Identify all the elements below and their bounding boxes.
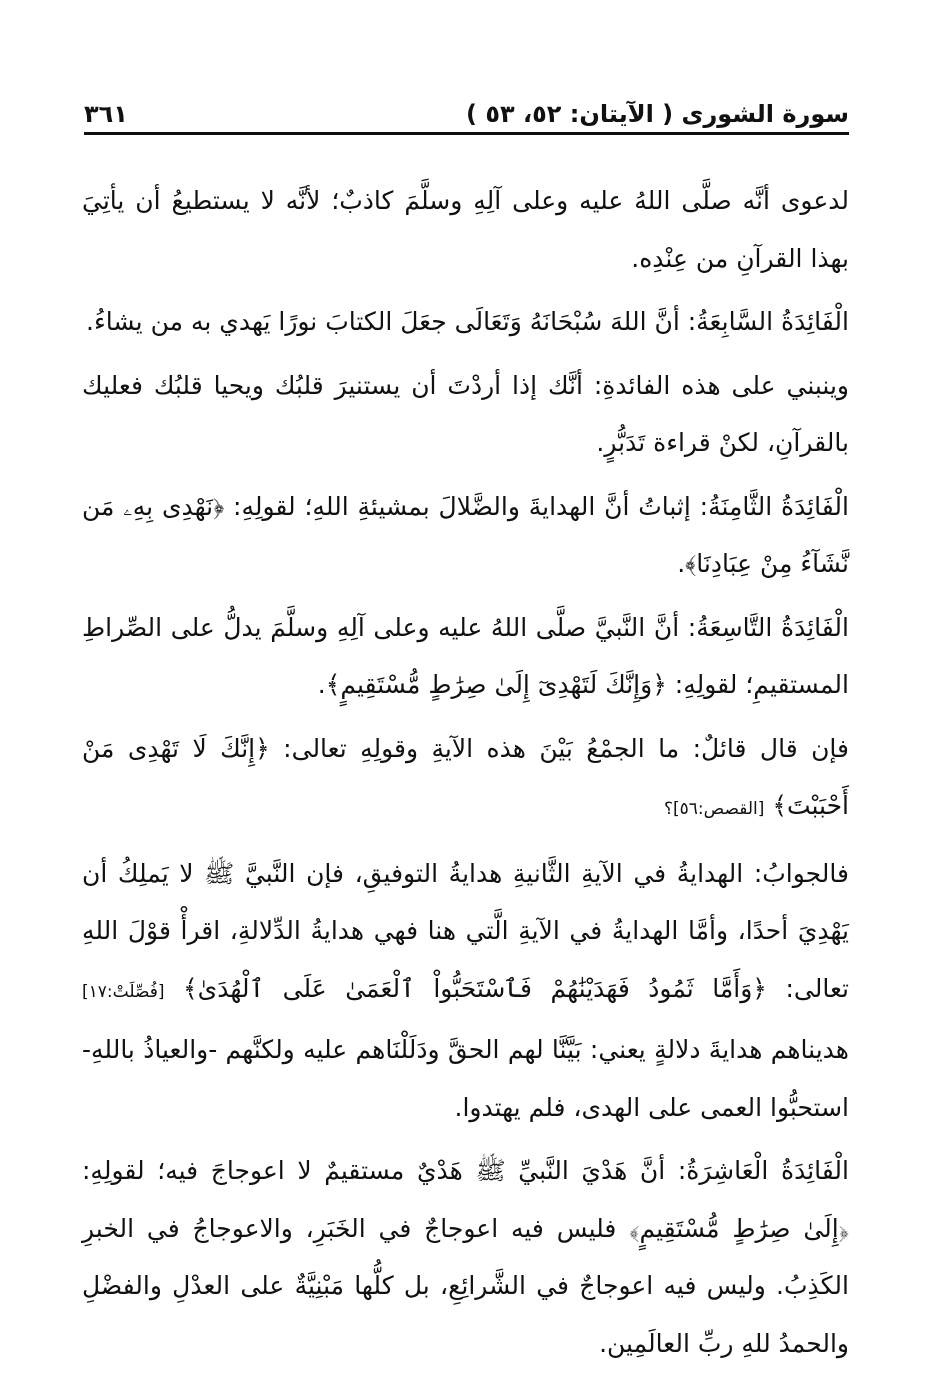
paragraph — [82, 720, 849, 839]
page-number: ٣٦١ — [84, 100, 128, 128]
paragraph — [82, 845, 849, 1137]
paragraph: الْفَائِدَةُ التَّاسِعَةُ: أنَّ النَّبيَّ صلَّى اللهُ عليه وعلى آلِهِ وسلَّمَ يدلُّ على الصِّراطِ المستقيمِ؛ لقولِهِ: ﴿وَإِنَّكَ لَتَهْدِىٓ إِلَىٰ صِرَٰطٍ مُّسْتَقِيمٍ﴾. — [82, 612, 849, 699]
citation-qasas: [القصص:٥٦]؟ — [664, 799, 765, 819]
running-header — [84, 88, 849, 135]
answer-continuation: هديناهم هدايةَ دلالةٍ يعني: بَيَّنَّا لهم الحقَّ ودَلَلْنَاهم عليه ولكنَّهم -والعياذُ باللهِ- استحبُّوا العمى على الهدى، فلم يهتدوا. — [82, 1035, 849, 1122]
paragraph: الْفَائِدَةُ الثَّامِنَةُ: إثباتُ أنَّ الهدايةَ والضَّلالَ بمشيئةِ اللهِ؛ لقولِهِ: ﴿نَهْدِى بِهِۦ مَن نَّشَآءُ مِنْ عِبَادِنَا﴾. — [82, 491, 849, 578]
citation-fussilat: [فُصِّلَتْ:١٧] — [82, 981, 165, 1002]
answer-text: فالجوابُ: الهدايةُ في الآيةِ الثَّانيةِ هدايةُ التوفيقِ، فإن النَّبيَّ ﷺ لا يَملِكُ أن يَهْدِيَ أحدًا، وأمَّا الهدايةُ في الآيةِ الَّتي هنا فهي هدايةُ الدِّلالةِ، اقرأْ قوْلَ اللهِ تعالى: ﴿وَأَمَّا ثَمُودُ فَهَدَيْنَٰهُمْ فَٱسْتَحَبُّواْ ٱلْعَمَىٰ عَلَى ٱلْهُدَىٰ﴾ — [82, 858, 849, 1003]
paragraph: الْفَائِدَةُ الْعَاشِرَةُ: أنَّ هَدْيَ النَّبيِّ ﷺ هَدْيٌ مستقيمٌ لا اعوجاجَ فيه؛ لقولِهِ: ﴿إِلَىٰ صِرَٰطٍ مُّسْتَقِيمٍ﴾ فليس فيه اعوجاجٌ في الخَبَرِ، والاعوجاجُ في الخبرِ الكَذِبُ. وليس فيه اعوجاجٌ في الشَّرائِعِ، بل كلُّها مَبْنِيَّةٌ على العدْلِ والفضْلِ والحمدُ للهِ ربِّ العالَمِين. — [82, 1156, 849, 1358]
paragraph: الْفَائِدَةُ السَّابِعَةُ: أنَّ اللهَ سُبْحَانَهُ وَتَعَالَى جعَلَ الكتابَ نورًا يَهدي به من يشاءُ. — [86, 307, 849, 336]
chapter-title: سورة الشورى ( الآيتان: ٥٢، ٥٣ ) — [466, 100, 849, 128]
paragraph: وينبني على هذه الفائدةِ: أنَّك إذا أردْتَ أن يستنيرَ قلبُك ويحيا قلبُك فعليك بالقرآنِ، لكنْ قراءة تَدَبُّرٍ. — [82, 370, 849, 457]
body-text — [82, 172, 849, 1372]
paragraph: لدعوى أنَّه صلَّى اللهُ عليه وعلى آلِهِ وسلَّمَ كاذبٌ؛ لأنَّه لا يستطيعُ أن يأتِيَ بهذا القرآنِ من عِنْدِه. — [82, 186, 849, 273]
question-text: فإن قال قائلٌ: ما الجمْعُ بَيْنَ هذه الآيةِ وقولِهِ تعالى: ﴿إِنَّكَ لَا تَهْدِى مَنْ أَحْبَبْتَ﴾ — [82, 733, 849, 820]
